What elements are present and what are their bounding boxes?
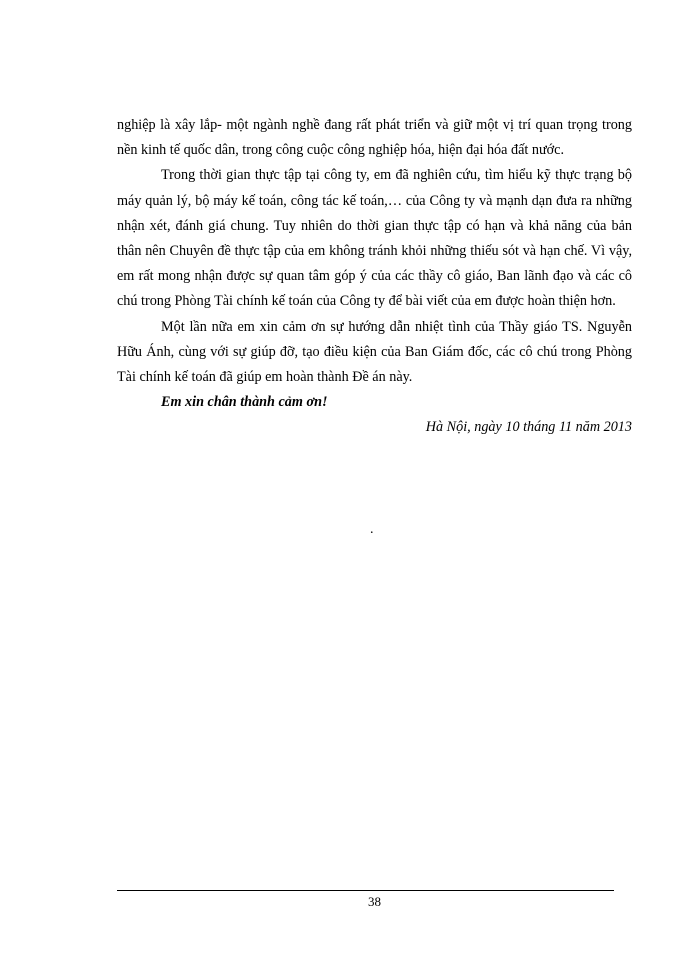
paragraph-internship: Trong thời gian thực tập tại công ty, em đã nghiên cứu, tìm hiểu kỹ thực trạng bộ máy quản lý, bộ máy kế toán, công tác kế toán,… của Công ty và mạnh dạn đưa ra những nhận xét, đánh giá chung. Tuy nhiên do thời gian thực tập có hạn và khả năng của bản thân nên Chuyên đề thực tập của em không tránh khỏi những thiếu sót và hạn chế. Vì vậy, em rất mong nhận được sự quan tâm góp ý của các thầy cô giáo, Ban lãnh đạo và các cô chú trong Phòng Tài chính kế toán của Công ty để bài viết của em được hoàn thiện hơn. [117, 167, 632, 310]
page-number: 38 [368, 894, 381, 909]
dateline: Hà Nội, ngày 10 tháng 11 năm 2013 [425, 419, 632, 436]
stray-dot: . [370, 522, 374, 537]
paragraph-acknowledgement: Một lần nữa em xin cảm ơn sự hướng dẫn nhiệt tình của Thầy giáo TS. Nguyễn Hữu Ánh, cùng với sự giúp đỡ, tạo điều kiện của Ban Giám đốc, các cô chú trong Phòng Tài chính kế toán đã giúp em hoàn thành Đề án này. [117, 318, 632, 386]
paragraph-continuation: nghiệp là xây lắp- một ngành nghề đang rất phát triển và giữ một vị trí quan trọng trong nền kinh tế quốc dân, trong công cuộc công nghiệp hóa, hiện đại hóa đất nước. [117, 117, 632, 159]
body-text [117, 113, 632, 441]
thanks-line: Em xin chân thành cảm ơn! [161, 394, 328, 411]
footer-rule [117, 890, 614, 891]
